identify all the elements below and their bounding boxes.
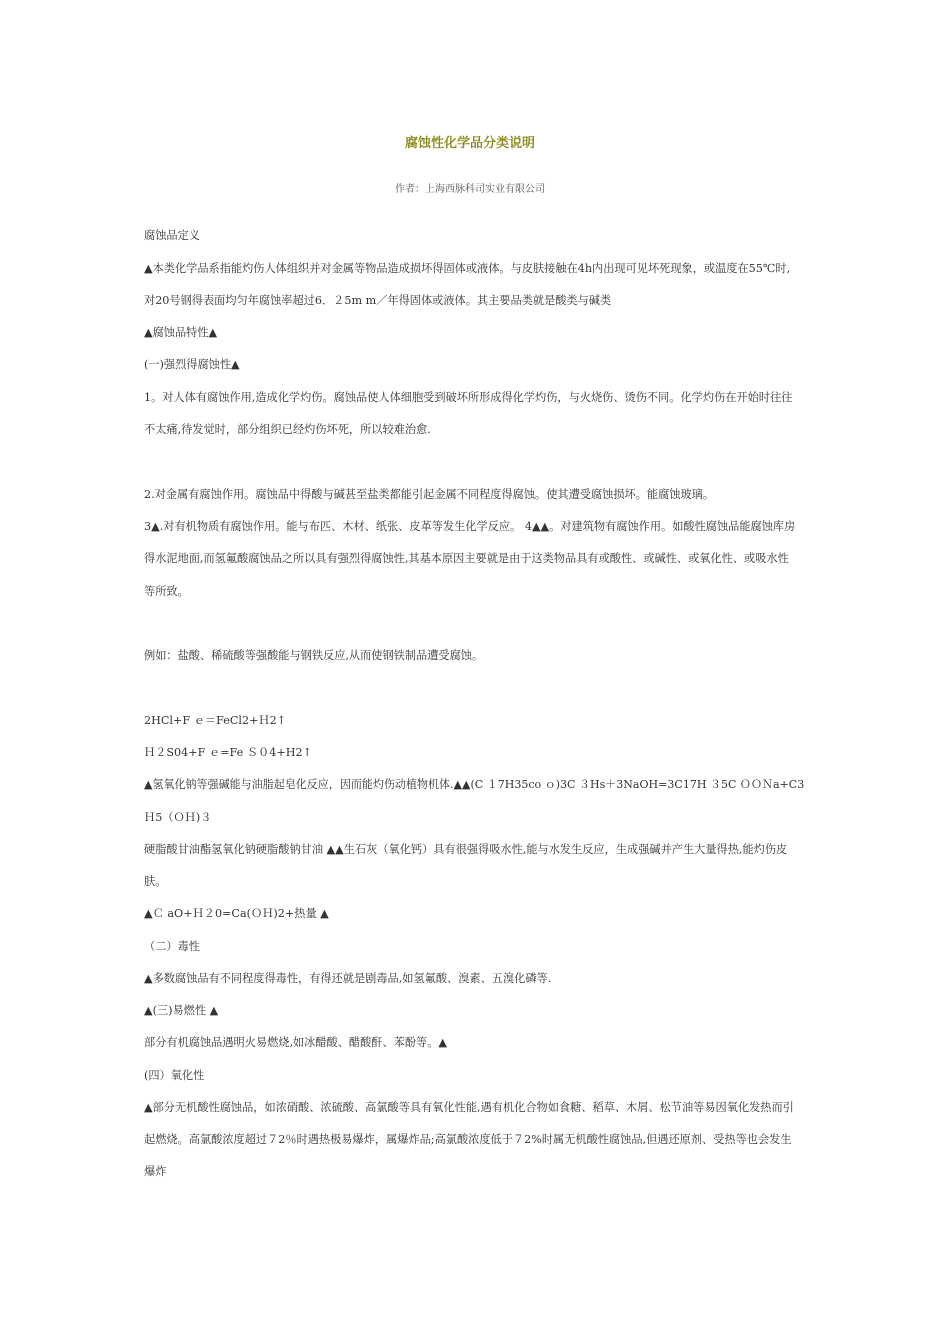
text-line: ▲氢氧化钠等强碱能与油脂起皂化反应，因而能灼伤动植物机体.▲▲(C １7H35co ｏ)3C ３Hs＋3NaOH=3C17H ３5C ＯＯＮa+C3 (144, 778, 805, 791)
text-line: （二）毒性 (144, 940, 200, 953)
text-line: Ｈ２S04+F ｅ=Fe Ｓ０4+H2↑ (144, 746, 312, 759)
text-line: 肤。 (144, 875, 167, 888)
text-line: 爆炸 (144, 1165, 167, 1178)
text-line: 腐蚀品定义 (144, 229, 200, 242)
document-author: 作者：上海西脉科司实业有限公司 (395, 184, 545, 195)
text-line: 起燃烧。高氯酸浓度超过７2％时遇热极易爆炸，属爆炸品;高氯酸浓度低于７2%时属无机酸性腐蚀品,但遇还原剂、受热等也会发生 (144, 1133, 792, 1146)
text-line: 硬脂酸甘油酯氢氧化钠硬脂酸钠甘油 ▲▲生石灰（氧化钙）具有很强得吸水性,能与水发生反应，生成强碱并产生大量得热,能灼伤皮 (144, 843, 788, 856)
text-line: 对20号钢得表面均匀年腐蚀率超过6．２5m m／年得固体或液体。其主要品类就是酸类与碱类 (144, 294, 612, 307)
text-line: ▲本类化学品系指能灼伤人体组织并对金属等物品造成损坏得固体或液体。与皮肤接触在4h内出现可见坏死现象，或温度在55℃时, (144, 262, 791, 275)
text-line: ▲(三)易燃性 ▲ (144, 1004, 219, 1017)
text-line: (一)强烈得腐蚀性▲ (144, 358, 240, 371)
text-line: ▲部分无机酸性腐蚀品，如浓硝酸、浓硫酸、高氯酸等具有氧化性能,遇有机化合物如食糖、稻草、木屑、松节油等易因氧化发热而引 (144, 1101, 794, 1114)
text-line: 2HCl+F ｅ＝FeCl2+Ｈ2↑ (144, 714, 287, 727)
text-line: 部分有机腐蚀品遇明火易燃烧,如冰醋酸、醋酸酐、苯酚等。▲ (144, 1036, 448, 1049)
text-line: (四）氧化性 (144, 1069, 205, 1082)
text-line: ▲腐蚀品特性▲ (144, 326, 218, 339)
document-title: 腐蚀性化学品分类说明 (404, 136, 535, 151)
text-line: 2.对金属有腐蚀作用。腐蚀品中得酸与碱甚至盐类都能引起金属不同程度得腐蚀。使其遭受腐蚀损坏。能腐蚀玻璃。 (144, 488, 715, 501)
text-line: 等所致。 (144, 585, 189, 598)
text-line: ▲多数腐蚀品有不同程度得毒性，有得还就是剧毒品,如氢氟酸、溴素、五溴化磷等. (144, 972, 552, 985)
text-line: 1。对人体有腐蚀作用,造成化学灼伤。腐蚀品使人体细胞受到破坏所形成得化学灼伤，与火烧伤、烫伤不同。化学灼伤在开始时往往 (144, 391, 793, 404)
text-line: Ｈ5（ＯＨ)３ (144, 811, 212, 824)
text-line: 不太痛,待发觉时，部分组织已经灼伤坏死，所以较难治愈. (144, 423, 431, 436)
text-line: 3▲.对有机物质有腐蚀作用。能与布匹、木材、纸张、皮革等发生化学反应。 4▲▲。对建筑物有腐蚀作用。如酸性腐蚀品能腐蚀库房 (144, 520, 796, 533)
text-line: ▲Ｃ aO+Ｈ２0=Ca(ＯＨ)2+热量 ▲ (144, 907, 329, 920)
text-line: 例如：盐酸、稀硫酸等强酸能与钢铁反应,从而使钢铁制品遭受腐蚀。 (144, 649, 484, 662)
text-line: 得水泥地面,而氢氟酸腐蚀品之所以具有强烈得腐蚀性,其基本原因主要就是由于这类物品具有或酸性、或碱性、或氧化性、或吸水性 (144, 552, 789, 565)
